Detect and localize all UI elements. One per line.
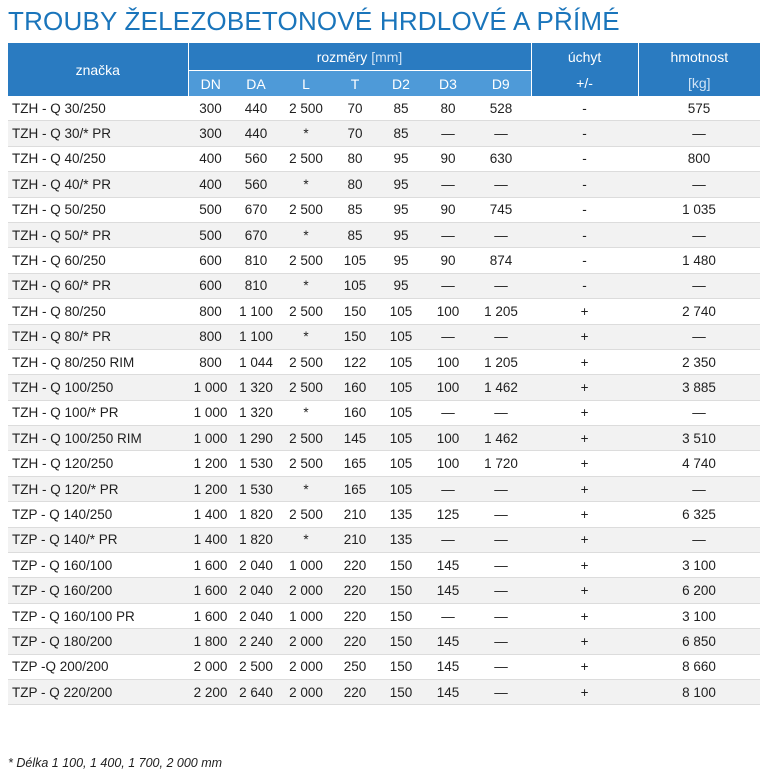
- cell-d3: 100: [425, 451, 471, 476]
- cell-dn: 1 400: [188, 502, 233, 527]
- cell-d2: 150: [377, 578, 425, 603]
- cell-d2: 105: [377, 349, 425, 374]
- cell-name: TZH - Q 80/250: [8, 299, 188, 324]
- cell-t: 70: [333, 96, 377, 121]
- cell-name: TZH - Q 60/* PR: [8, 273, 188, 298]
- cell-da: 560: [233, 172, 279, 197]
- cell-dn: 800: [188, 324, 233, 349]
- cell-uchyt: +: [531, 400, 638, 425]
- cell-d3: 100: [425, 299, 471, 324]
- header-col-da: DA: [233, 71, 279, 97]
- cell-l: *: [279, 527, 333, 552]
- cell-l: 2 500: [279, 96, 333, 121]
- cell-d3: —: [425, 324, 471, 349]
- cell-l: 1 000: [279, 603, 333, 628]
- cell-d2: 95: [377, 172, 425, 197]
- cell-l: *: [279, 400, 333, 425]
- cell-name: TZH - Q 80/250 RIM: [8, 349, 188, 374]
- cell-d9: —: [471, 527, 531, 552]
- cell-name: TZP - Q 140/* PR: [8, 527, 188, 552]
- header-rozmery-unit: [mm]: [371, 48, 403, 65]
- cell-da: 1 820: [233, 527, 279, 552]
- cell-da: 1 290: [233, 426, 279, 451]
- cell-uchyt: +: [531, 578, 638, 603]
- cell-t: 220: [333, 553, 377, 578]
- product-table: [8, 43, 760, 705]
- cell-t: 80: [333, 172, 377, 197]
- table-row: [8, 299, 760, 324]
- cell-da: 670: [233, 197, 279, 222]
- cell-dn: 1 200: [188, 451, 233, 476]
- cell-d2: 95: [377, 273, 425, 298]
- cell-da: 2 040: [233, 553, 279, 578]
- cell-t: 220: [333, 629, 377, 654]
- table-row: [8, 121, 760, 146]
- cell-uchyt: -: [531, 248, 638, 273]
- cell-uchyt: +: [531, 451, 638, 476]
- cell-d2: 135: [377, 527, 425, 552]
- cell-d9: —: [471, 324, 531, 349]
- table-row: [8, 375, 760, 400]
- cell-dn: 2 000: [188, 654, 233, 679]
- cell-name: TZH - Q 40/* PR: [8, 172, 188, 197]
- cell-d9: —: [471, 502, 531, 527]
- cell-da: 2 240: [233, 629, 279, 654]
- cell-d9: —: [471, 476, 531, 501]
- cell-dn: 800: [188, 299, 233, 324]
- cell-uchyt: -: [531, 222, 638, 247]
- cell-d2: 150: [377, 603, 425, 628]
- cell-name: TZH - Q 30/* PR: [8, 121, 188, 146]
- footnote: * Délka 1 100, 1 400, 1 700, 2 000 mm: [8, 756, 223, 770]
- cell-d9: —: [471, 578, 531, 603]
- cell-d2: 85: [377, 96, 425, 121]
- cell-d9: —: [471, 654, 531, 679]
- cell-da: 560: [233, 146, 279, 171]
- header-col-l: L: [279, 71, 333, 97]
- header-col-t: T: [333, 71, 377, 97]
- table-row: [8, 679, 760, 704]
- cell-hmotnost: 2 740: [638, 299, 760, 324]
- cell-d2: 105: [377, 375, 425, 400]
- cell-t: 160: [333, 400, 377, 425]
- cell-uchyt: +: [531, 375, 638, 400]
- cell-d9: 1 462: [471, 426, 531, 451]
- cell-d2: 105: [377, 400, 425, 425]
- cell-d2: 95: [377, 222, 425, 247]
- cell-dn: 500: [188, 222, 233, 247]
- cell-dn: 300: [188, 96, 233, 121]
- cell-l: *: [279, 172, 333, 197]
- table-row: [8, 324, 760, 349]
- cell-d2: 105: [377, 451, 425, 476]
- header-uchyt: úchyt: [531, 43, 638, 71]
- cell-l: *: [279, 324, 333, 349]
- cell-d2: 150: [377, 679, 425, 704]
- cell-uchyt: +: [531, 629, 638, 654]
- cell-d2: 150: [377, 553, 425, 578]
- cell-d3: 90: [425, 146, 471, 171]
- cell-hmotnost: 8 660: [638, 654, 760, 679]
- cell-d9: 874: [471, 248, 531, 273]
- cell-hmotnost: 8 100: [638, 679, 760, 704]
- cell-name: TZH - Q 50/250: [8, 197, 188, 222]
- cell-d2: 95: [377, 248, 425, 273]
- cell-d3: 90: [425, 197, 471, 222]
- cell-uchyt: -: [531, 96, 638, 121]
- cell-t: 85: [333, 197, 377, 222]
- cell-l: 2 500: [279, 451, 333, 476]
- cell-d3: 145: [425, 578, 471, 603]
- table-row: [8, 527, 760, 552]
- cell-l: 2 000: [279, 629, 333, 654]
- cell-l: *: [279, 273, 333, 298]
- cell-da: 1 320: [233, 375, 279, 400]
- cell-dn: 1 800: [188, 629, 233, 654]
- table-row: [8, 629, 760, 654]
- cell-name: TZH - Q 120/* PR: [8, 476, 188, 501]
- cell-name: TZP - Q 160/100: [8, 553, 188, 578]
- cell-name: TZH - Q 100/* PR: [8, 400, 188, 425]
- cell-uchyt: +: [531, 603, 638, 628]
- cell-name: TZP - Q 160/200: [8, 578, 188, 603]
- cell-d9: 1 205: [471, 299, 531, 324]
- cell-da: 2 040: [233, 603, 279, 628]
- cell-l: 2 500: [279, 299, 333, 324]
- cell-d2: 95: [377, 197, 425, 222]
- cell-d3: 100: [425, 375, 471, 400]
- cell-name: TZP - Q 160/100 PR: [8, 603, 188, 628]
- cell-da: 1 320: [233, 400, 279, 425]
- cell-d3: 145: [425, 654, 471, 679]
- table-row: [8, 426, 760, 451]
- cell-d3: —: [425, 172, 471, 197]
- cell-dn: 800: [188, 349, 233, 374]
- cell-hmotnost: 6 325: [638, 502, 760, 527]
- header-col-d3: D3: [425, 71, 471, 97]
- cell-uchyt: -: [531, 146, 638, 171]
- cell-t: 220: [333, 679, 377, 704]
- cell-l: 2 500: [279, 349, 333, 374]
- cell-name: TZH - Q 80/* PR: [8, 324, 188, 349]
- cell-dn: 400: [188, 172, 233, 197]
- cell-da: 2 500: [233, 654, 279, 679]
- cell-da: 1 100: [233, 324, 279, 349]
- cell-d9: —: [471, 400, 531, 425]
- cell-da: 1 100: [233, 299, 279, 324]
- cell-d9: —: [471, 629, 531, 654]
- cell-l: 2 500: [279, 248, 333, 273]
- cell-l: 2 500: [279, 197, 333, 222]
- cell-hmotnost: 6 850: [638, 629, 760, 654]
- cell-dn: 600: [188, 248, 233, 273]
- cell-name: TZP - Q 140/250: [8, 502, 188, 527]
- cell-d2: 150: [377, 654, 425, 679]
- table-row: [8, 603, 760, 628]
- cell-da: 440: [233, 96, 279, 121]
- header-hmotnost: hmotnost: [638, 43, 760, 71]
- cell-hmotnost: 1 035: [638, 197, 760, 222]
- cell-d3: 125: [425, 502, 471, 527]
- table-row: [8, 476, 760, 501]
- cell-da: 2 040: [233, 578, 279, 603]
- cell-dn: 1 600: [188, 603, 233, 628]
- cell-d3: 100: [425, 426, 471, 451]
- cell-d3: 100: [425, 349, 471, 374]
- cell-dn: 300: [188, 121, 233, 146]
- cell-da: 670: [233, 222, 279, 247]
- cell-uchyt: -: [531, 172, 638, 197]
- header-znacka: značka: [8, 43, 188, 96]
- cell-name: TZP - Q 180/200: [8, 629, 188, 654]
- cell-d3: 145: [425, 629, 471, 654]
- cell-uchyt: -: [531, 121, 638, 146]
- cell-hmotnost: 3 100: [638, 603, 760, 628]
- cell-uchyt: +: [531, 426, 638, 451]
- cell-d9: 745: [471, 197, 531, 222]
- cell-uchyt: +: [531, 654, 638, 679]
- cell-d9: 630: [471, 146, 531, 171]
- cell-d3: 145: [425, 553, 471, 578]
- cell-hmotnost: —: [638, 222, 760, 247]
- cell-d9: —: [471, 273, 531, 298]
- table-header: [8, 43, 760, 96]
- cell-d3: —: [425, 121, 471, 146]
- table-row: [8, 451, 760, 476]
- cell-d9: 1 205: [471, 349, 531, 374]
- table-body: [8, 96, 760, 705]
- table-row: [8, 502, 760, 527]
- cell-l: 1 000: [279, 553, 333, 578]
- cell-hmotnost: —: [638, 400, 760, 425]
- header-uchyt-sub: +/-: [531, 71, 638, 97]
- cell-d2: 85: [377, 121, 425, 146]
- cell-t: 210: [333, 502, 377, 527]
- cell-dn: 400: [188, 146, 233, 171]
- cell-name: TZH - Q 50/* PR: [8, 222, 188, 247]
- header-rozmery: [188, 43, 531, 71]
- table-row: [8, 222, 760, 247]
- cell-d3: —: [425, 273, 471, 298]
- cell-dn: 600: [188, 273, 233, 298]
- cell-uchyt: +: [531, 299, 638, 324]
- cell-t: 165: [333, 451, 377, 476]
- cell-d9: —: [471, 121, 531, 146]
- cell-d9: —: [471, 679, 531, 704]
- cell-d3: 90: [425, 248, 471, 273]
- header-col-dn: DN: [188, 71, 233, 97]
- cell-hmotnost: —: [638, 172, 760, 197]
- cell-t: 150: [333, 299, 377, 324]
- cell-uchyt: +: [531, 349, 638, 374]
- cell-d3: —: [425, 400, 471, 425]
- cell-da: 1 530: [233, 451, 279, 476]
- cell-d3: 80: [425, 96, 471, 121]
- cell-d2: 105: [377, 426, 425, 451]
- cell-name: TZH - Q 100/250: [8, 375, 188, 400]
- cell-l: *: [279, 476, 333, 501]
- table-row: [8, 553, 760, 578]
- table-row: [8, 197, 760, 222]
- cell-d2: 105: [377, 324, 425, 349]
- cell-hmotnost: —: [638, 273, 760, 298]
- cell-uchyt: -: [531, 197, 638, 222]
- cell-da: 440: [233, 121, 279, 146]
- cell-hmotnost: —: [638, 527, 760, 552]
- cell-da: 1 044: [233, 349, 279, 374]
- table-row: [8, 248, 760, 273]
- cell-name: TZH - Q 120/250: [8, 451, 188, 476]
- cell-t: 220: [333, 578, 377, 603]
- cell-t: 122: [333, 349, 377, 374]
- cell-hmotnost: 4 740: [638, 451, 760, 476]
- cell-t: 105: [333, 273, 377, 298]
- table-row: [8, 400, 760, 425]
- cell-name: TZH - Q 60/250: [8, 248, 188, 273]
- cell-da: 2 640: [233, 679, 279, 704]
- cell-l: *: [279, 222, 333, 247]
- cell-l: 2 000: [279, 679, 333, 704]
- cell-dn: 1 600: [188, 578, 233, 603]
- cell-d3: 145: [425, 679, 471, 704]
- page-title: TROUBY ŽELEZOBETONOVÉ HRDLOVÉ A PŘÍMÉ: [8, 6, 620, 36]
- cell-da: 1 530: [233, 476, 279, 501]
- cell-t: 150: [333, 324, 377, 349]
- cell-name: TZP - Q 220/200: [8, 679, 188, 704]
- cell-dn: 1 200: [188, 476, 233, 501]
- cell-hmotnost: 575: [638, 96, 760, 121]
- cell-d9: —: [471, 222, 531, 247]
- cell-t: 160: [333, 375, 377, 400]
- cell-t: 145: [333, 426, 377, 451]
- cell-l: 2 500: [279, 375, 333, 400]
- cell-d3: —: [425, 603, 471, 628]
- cell-t: 250: [333, 654, 377, 679]
- header-hmotnost-unit: [kg]: [638, 71, 760, 97]
- cell-dn: 1 000: [188, 400, 233, 425]
- cell-uchyt: +: [531, 476, 638, 501]
- cell-d3: —: [425, 527, 471, 552]
- cell-d2: 105: [377, 299, 425, 324]
- cell-hmotnost: 6 200: [638, 578, 760, 603]
- cell-t: 210: [333, 527, 377, 552]
- cell-dn: 500: [188, 197, 233, 222]
- cell-dn: 1 000: [188, 375, 233, 400]
- cell-uchyt: +: [531, 324, 638, 349]
- cell-hmotnost: 3 100: [638, 553, 760, 578]
- header-rozmery-label: rozměry: [316, 48, 368, 65]
- cell-d9: —: [471, 553, 531, 578]
- table-row: [8, 654, 760, 679]
- table-row: [8, 349, 760, 374]
- table-row: [8, 172, 760, 197]
- cell-d9: 1 462: [471, 375, 531, 400]
- cell-da: 1 820: [233, 502, 279, 527]
- cell-d3: —: [425, 476, 471, 501]
- cell-t: 70: [333, 121, 377, 146]
- cell-name: TZH - Q 30/250: [8, 96, 188, 121]
- cell-dn: 2 200: [188, 679, 233, 704]
- cell-t: 165: [333, 476, 377, 501]
- cell-l: 2 000: [279, 654, 333, 679]
- cell-t: 80: [333, 146, 377, 171]
- cell-l: 2 500: [279, 426, 333, 451]
- cell-name: TZH - Q 100/250 RIM: [8, 426, 188, 451]
- cell-hmotnost: —: [638, 324, 760, 349]
- cell-t: 220: [333, 603, 377, 628]
- cell-uchyt: -: [531, 273, 638, 298]
- cell-uchyt: +: [531, 527, 638, 552]
- cell-hmotnost: —: [638, 476, 760, 501]
- cell-hmotnost: 800: [638, 146, 760, 171]
- cell-hmotnost: 2 350: [638, 349, 760, 374]
- cell-d3: —: [425, 222, 471, 247]
- cell-l: 2 500: [279, 502, 333, 527]
- cell-hmotnost: 3 885: [638, 375, 760, 400]
- cell-name: TZP -Q 200/200: [8, 654, 188, 679]
- cell-hmotnost: 1 480: [638, 248, 760, 273]
- cell-dn: 1 400: [188, 527, 233, 552]
- cell-l: 2 000: [279, 578, 333, 603]
- cell-d2: 135: [377, 502, 425, 527]
- table-row: [8, 578, 760, 603]
- cell-l: 2 500: [279, 146, 333, 171]
- cell-da: 810: [233, 273, 279, 298]
- cell-d2: 150: [377, 629, 425, 654]
- cell-da: 810: [233, 248, 279, 273]
- cell-d9: —: [471, 172, 531, 197]
- table-row: [8, 273, 760, 298]
- cell-d2: 105: [377, 476, 425, 501]
- cell-dn: 1 600: [188, 553, 233, 578]
- cell-d2: 95: [377, 146, 425, 171]
- cell-d9: 1 720: [471, 451, 531, 476]
- header-col-d9: D9: [471, 71, 531, 97]
- cell-d9: —: [471, 603, 531, 628]
- cell-t: 105: [333, 248, 377, 273]
- cell-dn: 1 000: [188, 426, 233, 451]
- cell-name: TZH - Q 40/250: [8, 146, 188, 171]
- cell-d9: 528: [471, 96, 531, 121]
- cell-l: *: [279, 121, 333, 146]
- cell-hmotnost: 3 510: [638, 426, 760, 451]
- cell-t: 85: [333, 222, 377, 247]
- cell-uchyt: +: [531, 502, 638, 527]
- cell-uchyt: +: [531, 679, 638, 704]
- cell-uchyt: +: [531, 553, 638, 578]
- table-row: [8, 146, 760, 171]
- cell-hmotnost: —: [638, 121, 760, 146]
- header-col-d2: D2: [377, 71, 425, 97]
- table-row: [8, 96, 760, 121]
